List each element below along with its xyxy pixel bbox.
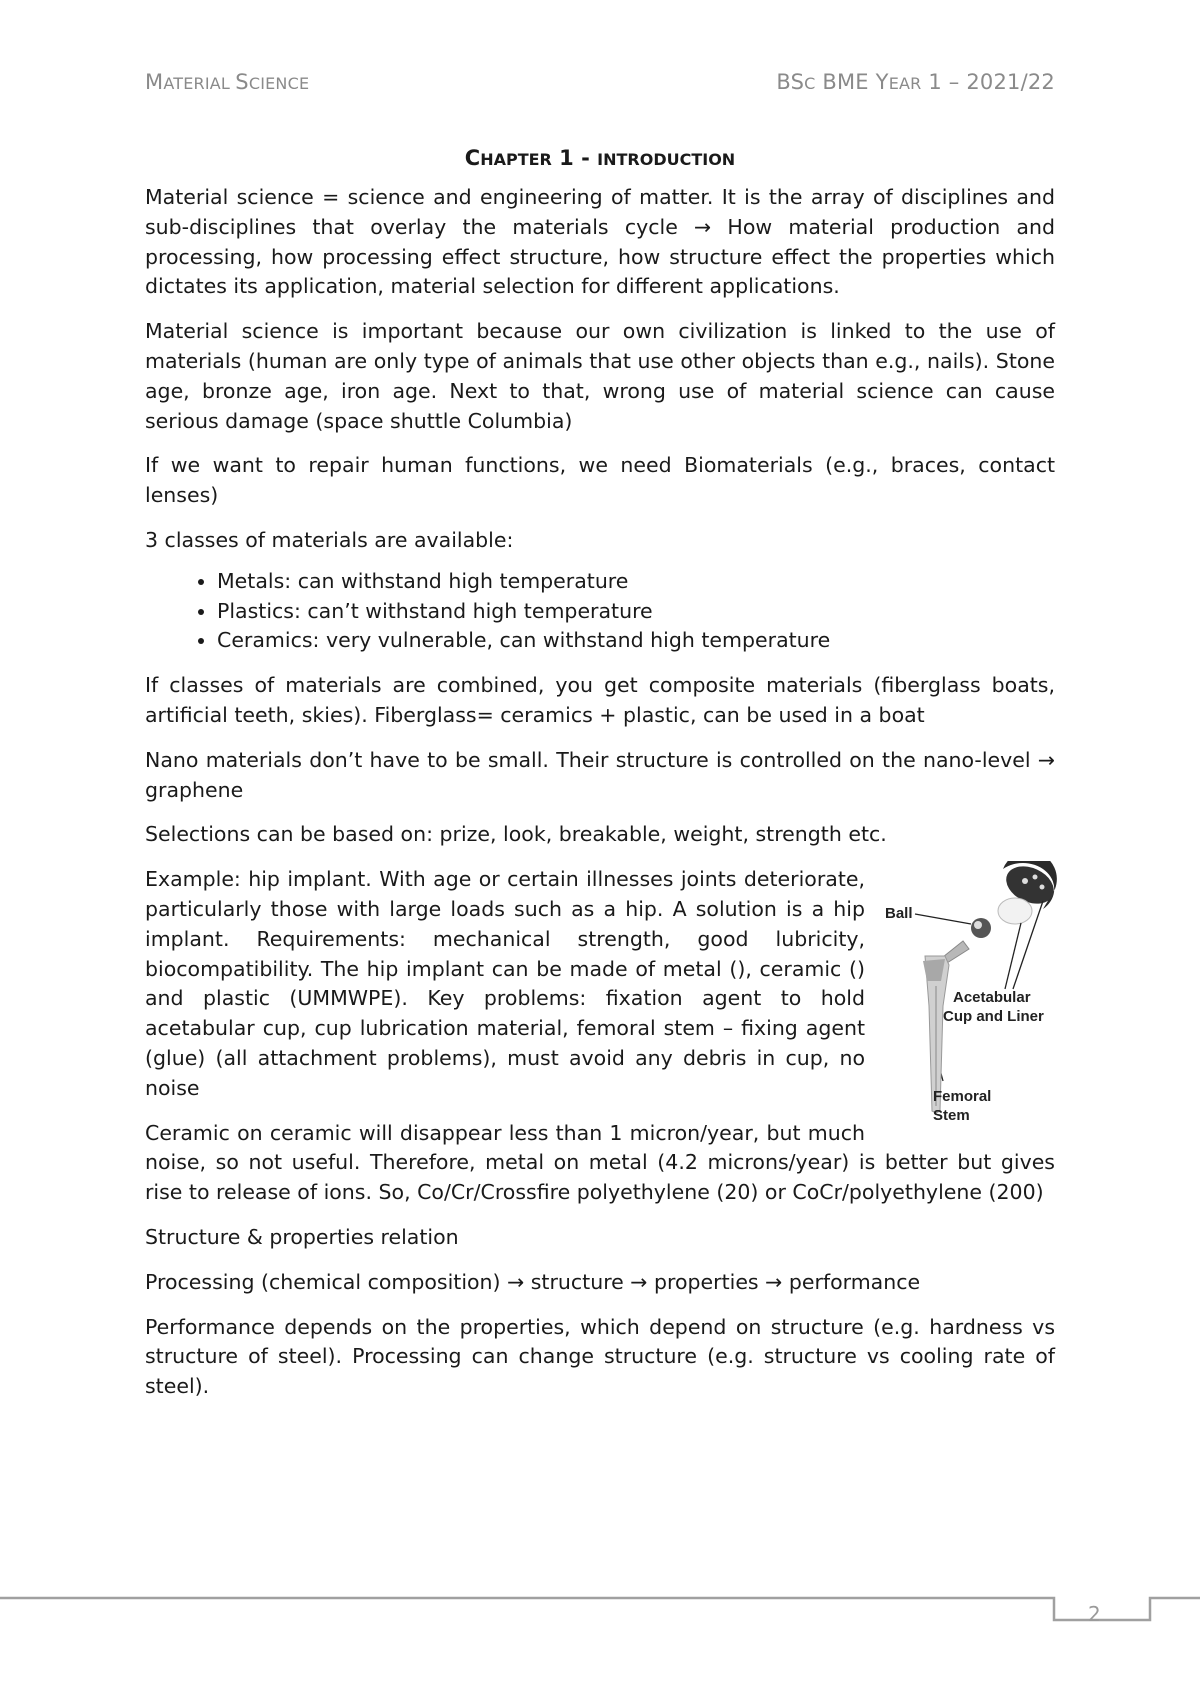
running-header-right: [776, 70, 1055, 94]
paragraph-importance: Material science is important because our own civilization is linked to the use of materials (human are only type of animals that use other objects than e.g., nails). Stone age, bronze age, iron age. Next to that, wrong use of material science can cause serious damage (space shuttle Columbia): [145, 319, 1055, 433]
chapter-title: [145, 145, 1055, 173]
chapter-title-initial: C: [464, 146, 481, 170]
paragraph-structure-heading: Structure & properties relation: [145, 1224, 459, 1249]
header-left-word2: CIENCE: [248, 74, 310, 93]
document-body: [145, 145, 1055, 1417]
paragraph-composites: If classes of materials are combined, you get composite materials (fiberglass boats, artificial teeth, skies). Fiberglass= ceramics + plastic, can be used in a boat: [145, 673, 1055, 727]
header-right-part-a: BS: [776, 70, 805, 94]
header-right-part-e: 1 – 2021/22: [921, 70, 1055, 94]
label-femoral-line1: Femoral: [933, 1088, 992, 1106]
header-left-initial: M: [145, 70, 164, 94]
hip-implant-figure: [885, 861, 1065, 1131]
material-classes-list: [145, 567, 1055, 656]
header-right-part-c: BME Y: [815, 70, 889, 94]
paragraph-biomaterials: If we want to repair human functions, we need Biomaterials (e.g., braces, contact lenses): [145, 453, 1055, 508]
chapter-title-number: 1 -: [551, 146, 598, 170]
label-femoral-line2: Stem: [933, 1107, 970, 1125]
label-ball: Ball: [885, 905, 913, 923]
list-item: • Plastics: can’t withstand high temperature: [217, 597, 1055, 627]
paragraph-wear: Ceramic on ceramic will disappear less than 1 micron/year, but much noise, so not useful. Therefore, metal on metal (4.2 microns/year) is better but gives rise to release of ions. So, Co/Cr/Crossfire polyethylene (20) or CoCr/polyethylene (200): [145, 1120, 1055, 1205]
header-left-initial2: S: [235, 70, 249, 94]
paragraph-definition: Material science = science and engineering of matter. It is the array of disciplines and sub-disciplines that overlay the materials cycle → How material production and processing, how processing effect structure, how structure effect the properties which dictates its application, material selection for different applications.: [145, 185, 1055, 299]
paragraph-performance: Performance depends on the properties, which depend on structure (e.g. hardness vs structure of steel). Processing can change structure (e.g. structure vs cooling rate of steel).: [145, 1314, 1055, 1399]
paragraph-classes-intro: 3 classes of materials are available:: [145, 527, 514, 552]
list-item: • Metals: can withstand high temperature: [217, 567, 1055, 597]
paragraph-nano: Nano materials don’t have to be small. Their structure is controlled on the nano-level → graphene: [145, 747, 1055, 802]
paragraph-hip-implant: Example: hip implant. With age or certain illnesses joints deteriorate, particularly those with large loads such as a hip. A solution is a hip implant. Requirements: mechanical strength, good lubricity, biocompatibility. The hip implant can be made of metal (), ceramic () and plastic (UMMWPE). Key problems: fixation agent to hold acetabular cup, cup lubrication material, femoral stem – fixing agent (glue) (all attachment problems), must avoid any debris in cup, no noise: [145, 867, 865, 1100]
chapter-title-word: HAPTER: [480, 150, 552, 169]
list-item: • Ceramics: very vulnerable, can withstand high temperature: [217, 626, 1055, 656]
paragraph-processing-chain: Processing (chemical composition) → structure → properties → performance: [145, 1269, 921, 1294]
header-right-part-b: C: [804, 74, 816, 93]
page-number: 2: [1088, 1602, 1101, 1626]
chapter-title-subtitle: INTRODUCTION: [597, 150, 736, 169]
footer-rule: [0, 1590, 1200, 1630]
paragraph-selection: Selections can be based on: prize, look, breakable, weight, strength etc.: [145, 822, 887, 847]
label-acetabular-line1: Acetabular: [953, 989, 1031, 1007]
header-left-word1: ATERIAL: [163, 74, 236, 93]
label-acetabular-line2: Cup and Liner: [943, 1008, 1044, 1026]
header-right-part-d: EAR: [888, 74, 922, 93]
running-header-left: [145, 70, 309, 94]
